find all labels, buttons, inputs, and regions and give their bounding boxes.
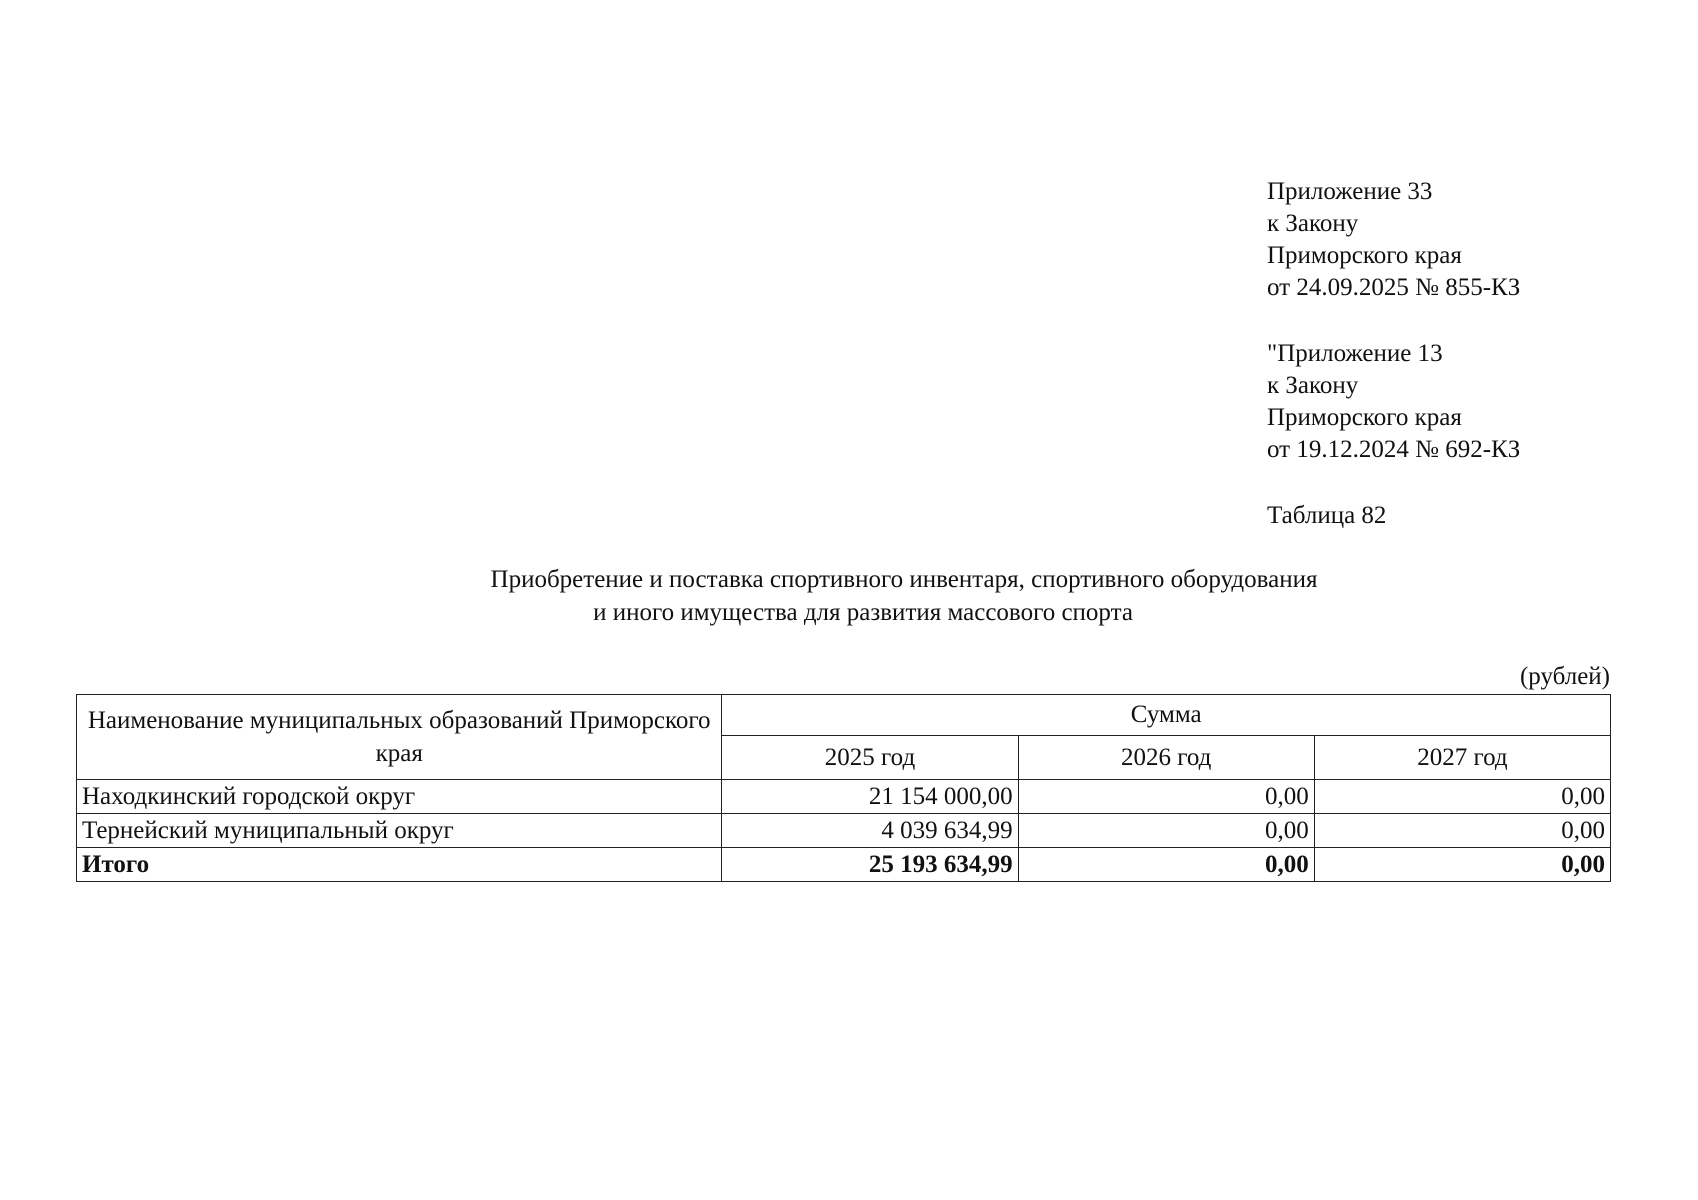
column-header-2027: 2027 год bbox=[1314, 736, 1610, 780]
total-value-2026: 0,00 bbox=[1018, 848, 1314, 882]
appendix-current-header bbox=[1267, 176, 1520, 304]
appendix-current-line-2: к Закону bbox=[1267, 210, 1359, 237]
title-line-2: и иного имущества для развития массового спорта bbox=[593, 599, 1133, 626]
row-value-2026: 0,00 bbox=[1018, 814, 1314, 848]
appendix-current-line-3: Приморского края bbox=[1267, 242, 1462, 269]
row-municipality-name: Тернейский муниципальный округ bbox=[77, 814, 722, 848]
row-value-2027: 0,00 bbox=[1314, 780, 1610, 814]
total-label: Итого bbox=[77, 848, 722, 882]
row-value-2025: 4 039 634,99 bbox=[722, 814, 1018, 848]
column-header-municipality: Наименование муниципальных образований Приморского края bbox=[77, 695, 722, 780]
document-title bbox=[0, 563, 1698, 629]
appendix-original-line-4: от 19.12.2024 № 692-КЗ bbox=[1267, 436, 1521, 463]
column-header-2025: 2025 год bbox=[722, 736, 1018, 780]
appendix-original-header bbox=[1267, 338, 1520, 466]
row-value-2027: 0,00 bbox=[1314, 814, 1610, 848]
table-row bbox=[77, 780, 1611, 814]
column-header-sum: Сумма bbox=[722, 695, 1611, 736]
appendix-original-line-1: "Приложение 13 bbox=[1267, 340, 1443, 367]
units-label: (рублей) bbox=[1519, 663, 1610, 690]
appendix-current-line-4: от 24.09.2025 № 855-КЗ bbox=[1267, 274, 1521, 301]
table-header-row bbox=[77, 695, 1611, 736]
row-municipality-name: Находкинский городской округ bbox=[77, 780, 722, 814]
budget-table bbox=[76, 694, 1611, 882]
column-header-2026: 2026 год bbox=[1018, 736, 1314, 780]
appendix-original-line-2: к Закону bbox=[1267, 372, 1359, 399]
title-line-1: Приобретение и поставка спортивного инвентаря, спортивного оборудования bbox=[490, 566, 1318, 593]
total-value-2025: 25 193 634,99 bbox=[722, 848, 1018, 882]
row-value-2025: 21 154 000,00 bbox=[722, 780, 1018, 814]
table-row bbox=[77, 814, 1611, 848]
appendix-original-line-3: Приморского края bbox=[1267, 404, 1462, 431]
table-total-row bbox=[77, 848, 1611, 882]
row-value-2026: 0,00 bbox=[1018, 780, 1314, 814]
table-number: Таблица 82 bbox=[1267, 502, 1387, 529]
total-value-2027: 0,00 bbox=[1314, 848, 1610, 882]
appendix-current-line-1: Приложение 33 bbox=[1267, 178, 1433, 205]
